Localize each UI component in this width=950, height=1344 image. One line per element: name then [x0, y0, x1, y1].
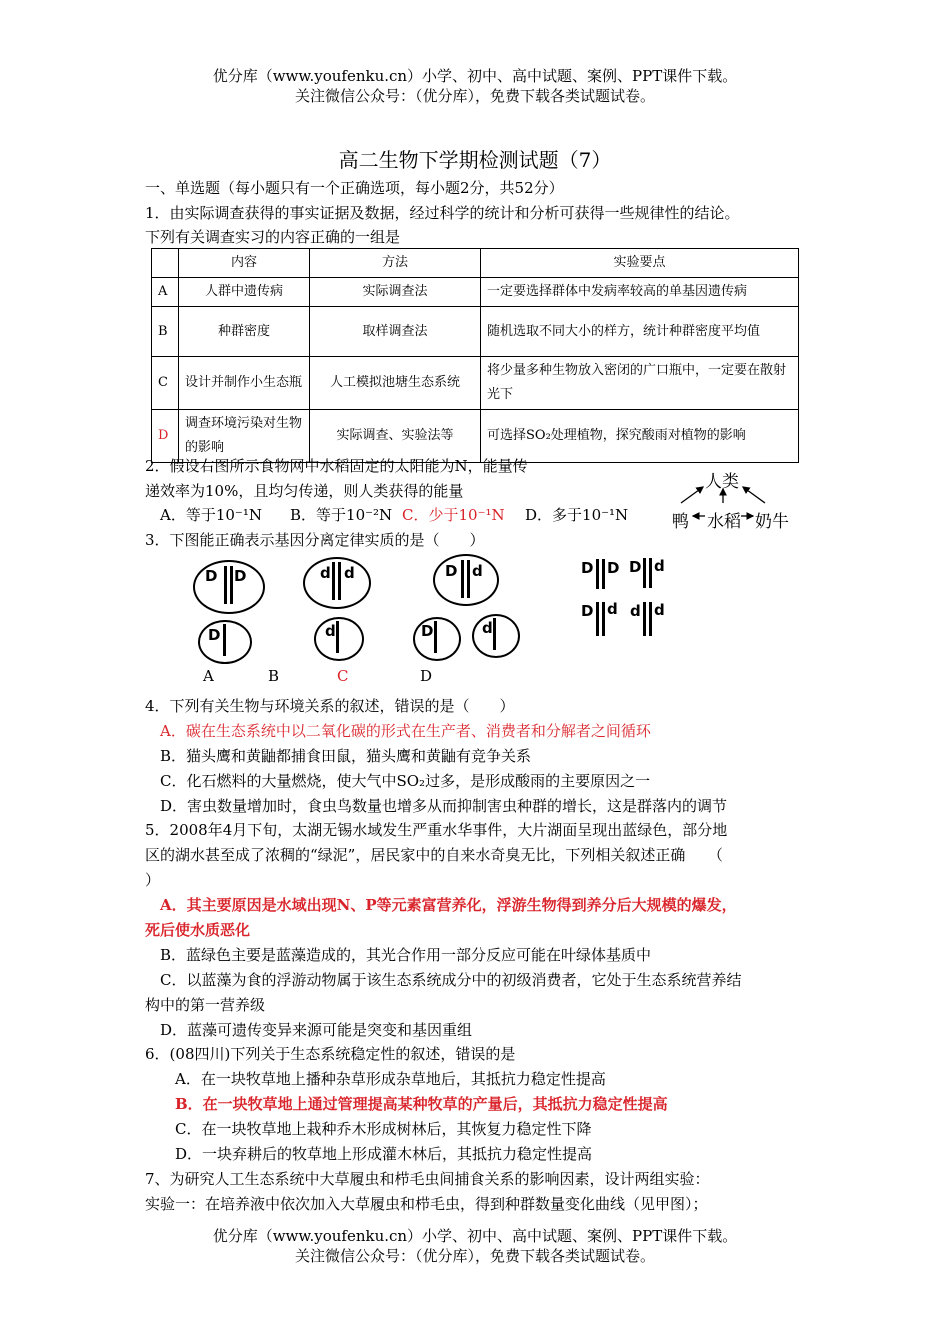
chromosome	[649, 602, 652, 636]
cell-a-top	[193, 560, 265, 614]
q2-stem-line-2: 递效率为10%，且均匀传递，则人类获得的能量	[145, 482, 464, 500]
chromosome	[649, 558, 652, 588]
chromosome	[461, 560, 464, 598]
chromosome	[224, 566, 227, 604]
gene-label: d	[344, 564, 355, 582]
chromosome	[596, 559, 599, 589]
gene-label: D	[421, 622, 434, 640]
q5-stem-line-1: 5．2008年4月下旬，太湖无锡水域发生严重水华事件，大片湖面呈现出蓝绿色，部分地	[145, 821, 728, 839]
q3-label-d: D	[420, 667, 433, 685]
q6-option-a: A．在一块牧草地上播种杂草形成杂草地后，其抵抗力稳定性提高	[175, 1070, 606, 1088]
gene-label: d	[654, 557, 665, 575]
chromosome	[434, 621, 437, 653]
gene-label: d	[654, 601, 665, 619]
header-line-2: 关注微信公众号：（优分库），免费下载各类试题试卷。	[294, 87, 655, 105]
q2-option-c: C．少于10⁻¹N	[402, 506, 505, 524]
chromosome	[467, 560, 470, 598]
cell-c-bottom	[314, 617, 364, 661]
q2-option-a: A．等于10⁻¹N	[160, 506, 262, 524]
gene-label: d	[607, 600, 618, 618]
row-content: 人群中遗传病	[179, 278, 310, 307]
gene-label: D	[581, 602, 594, 620]
chromosome	[223, 624, 226, 656]
q1-stem-line-1: 1．由实际调查获得的事实证据及数据，经过科学的统计和分析可获得一些规律性的结论。	[145, 204, 740, 222]
q6-option-c: C．在一块牧草地上栽种乔木形成树林后，其恢复力稳定性下降	[175, 1120, 592, 1138]
page-title: 高二生物下学期检测试题（7）	[338, 148, 612, 172]
chromosome	[602, 559, 605, 589]
q5-option-b: B．蓝绿色主要是蓝藻造成的，其光合作用一部分反应可能在叶绿体基质中	[160, 946, 652, 964]
row-label: D	[152, 410, 179, 463]
q4-option-d: D．害虫数量增加时，食虫鸟数量也增多从而抑制害虫种群的增长，这是群落内的调节	[160, 797, 728, 815]
row-method: 实际调查法	[310, 278, 481, 307]
q3-label-a: A	[203, 667, 214, 685]
row-label: B	[152, 307, 179, 357]
q5-option-c-line-2: 构中的第一营养级	[145, 996, 266, 1014]
chromosome	[230, 566, 233, 604]
row-point: 可选择SO₂处理植物，探究酸雨对植物的影响	[481, 410, 799, 463]
q5-option-a-line-2: 死后使水质恶化	[145, 921, 251, 939]
gene-label: d	[320, 564, 331, 582]
gene-label: d	[472, 562, 483, 580]
row-method: 取样调查法	[310, 307, 481, 357]
q1-header-method: 方法	[310, 249, 481, 278]
gene-label: d	[630, 602, 641, 620]
q3-label-b: B	[268, 667, 280, 685]
gene-label: D	[445, 562, 458, 580]
food-web-duck: 鸭	[672, 512, 689, 532]
gene-label: D	[234, 567, 247, 585]
cell-d-top	[433, 554, 499, 606]
q4-option-a: A．碳在生态系统中以二氧化碳的形式在生产者、消费者和分解者之间循环	[160, 722, 651, 740]
cell-d-bottom-right	[472, 614, 520, 658]
chromosome	[493, 618, 496, 650]
table-row	[152, 410, 799, 463]
q5-option-d: D．蓝藻可遗传变异来源可能是突变和基因重组	[160, 1021, 473, 1039]
q1-stem-line-2: 下列有关调查实习的内容正确的一组是	[145, 228, 401, 246]
q5-option-a-line-1: A．其主要原因是水域出现N、P等元素富营养化，浮游生物得到养分后大规模的爆发，	[160, 896, 737, 914]
header-line-1: 优分库（www.youfenku.cn）小学、初中、高中试题、案例、PPT课件下载。	[212, 67, 738, 85]
chromosome	[338, 562, 341, 600]
gene-label: d	[482, 619, 493, 637]
q7-experiment-1: 实验一：在培养液中依次加入大草履虫和栉毛虫，得到种群数量变化曲线（见甲图）；	[145, 1195, 708, 1213]
q1-header-content: 内容	[179, 249, 310, 278]
row-content: 种群密度	[179, 307, 310, 357]
chromosome	[336, 621, 339, 653]
gene-label: D	[629, 558, 642, 576]
q4-option-c: C．化石燃料的大量燃烧，使大气中SO₂过多，是形成酸雨的主要原因之一	[160, 772, 651, 790]
chromosome	[332, 562, 335, 600]
q6-option-b: B．在一块牧草地上通过管理提高某种牧草的产量后，其抵抗力稳定性提高	[175, 1095, 668, 1113]
q4-stem: 4．下列有关生物与环境关系的叙述，错误的是（ ）	[145, 697, 515, 715]
food-web-arrows	[665, 463, 795, 533]
gene-label: D	[208, 626, 221, 644]
q6-stem: 6．(08四川)下列关于生态系统稳定性的叙述，错误的是	[145, 1045, 516, 1063]
row-label: C	[152, 357, 179, 410]
chromosome	[643, 558, 646, 588]
footer-line-2: 关注微信公众号：（优分库），免费下载各类试题试卷。	[294, 1247, 655, 1265]
row-content: 调查环境污染对生物的影响	[179, 410, 310, 463]
q1-header-point: 实验要点	[481, 249, 799, 278]
gene-label: d	[325, 622, 336, 640]
q5-stem-line-3: ）	[145, 871, 161, 889]
table-row	[152, 357, 799, 410]
food-web-human: 人类	[705, 472, 739, 492]
q1-table	[151, 248, 799, 463]
table-row	[152, 307, 799, 357]
q6-option-d: D．一块弃耕后的牧草地上形成灌木林后，其抵抗力稳定性提高	[175, 1145, 593, 1163]
row-point: 随机选取不同大小的样方，统计种群密度平均值	[481, 307, 799, 357]
gene-label: D	[581, 559, 594, 577]
chromosome	[596, 602, 599, 636]
food-web-rice: 水稻	[707, 512, 741, 532]
q2-option-d: D．多于10⁻¹N	[525, 506, 629, 524]
q1-table-header-row	[152, 249, 799, 278]
q3-stem: 3．下图能正确表示基因分离定律实质的是（ ）	[145, 531, 485, 549]
row-label: A	[152, 278, 179, 307]
gene-label: D	[205, 567, 218, 585]
row-method: 人工模拟池塘生态系统	[310, 357, 481, 410]
row-point: 一定要选择群体中发病率较高的单基因遗传病	[481, 278, 799, 307]
footer-line-1: 优分库（www.youfenku.cn）小学、初中、高中试题、案例、PPT课件下载。	[212, 1227, 738, 1245]
q7-stem: 7、为研究人工生态系统中大草履虫和栉毛虫间捕食关系的影响因素，设计两组实验：	[145, 1170, 710, 1188]
row-method: 实际调查、实验法等	[310, 410, 481, 463]
row-content: 设计并制作小生态瓶	[179, 357, 310, 410]
q4-option-b: B．猫头鹰和黄鼬都捕食田鼠，猫头鹰和黄鼬有竞争关系	[160, 747, 532, 765]
cell-c-top	[303, 557, 371, 609]
q2-option-b: B．等于10⁻²N	[290, 506, 393, 524]
food-web-cow: 奶牛	[755, 512, 789, 532]
chromosome	[602, 602, 605, 636]
table-row	[152, 278, 799, 307]
q3-label-c: C	[337, 667, 349, 685]
q5-option-c-line-1: C．以蓝藻为食的浮游动物属于该生态系统成分中的初级消费者，它处于生态系统营养结	[160, 971, 742, 989]
q5-stem-line-2: 区的湖水甚至成了浓稠的“绿泥”，居民家中的自来水奇臭无比，下列相关叙述正确 （	[145, 846, 723, 864]
food-web-diagram	[665, 463, 795, 533]
chromosome	[643, 602, 646, 636]
q2-stem-line-1: 2．假设右图所示食物网中水稻固定的太阳能为N，能量传	[145, 457, 528, 475]
q1-header-blank	[152, 249, 179, 278]
row-point: 将少量多种生物放入密闭的广口瓶中，一定要在散射光下	[481, 357, 799, 410]
gene-label: D	[607, 559, 620, 577]
section-heading: 一、单选题（每小题只有一个正确选项，每小题2分，共52分）	[145, 179, 564, 197]
